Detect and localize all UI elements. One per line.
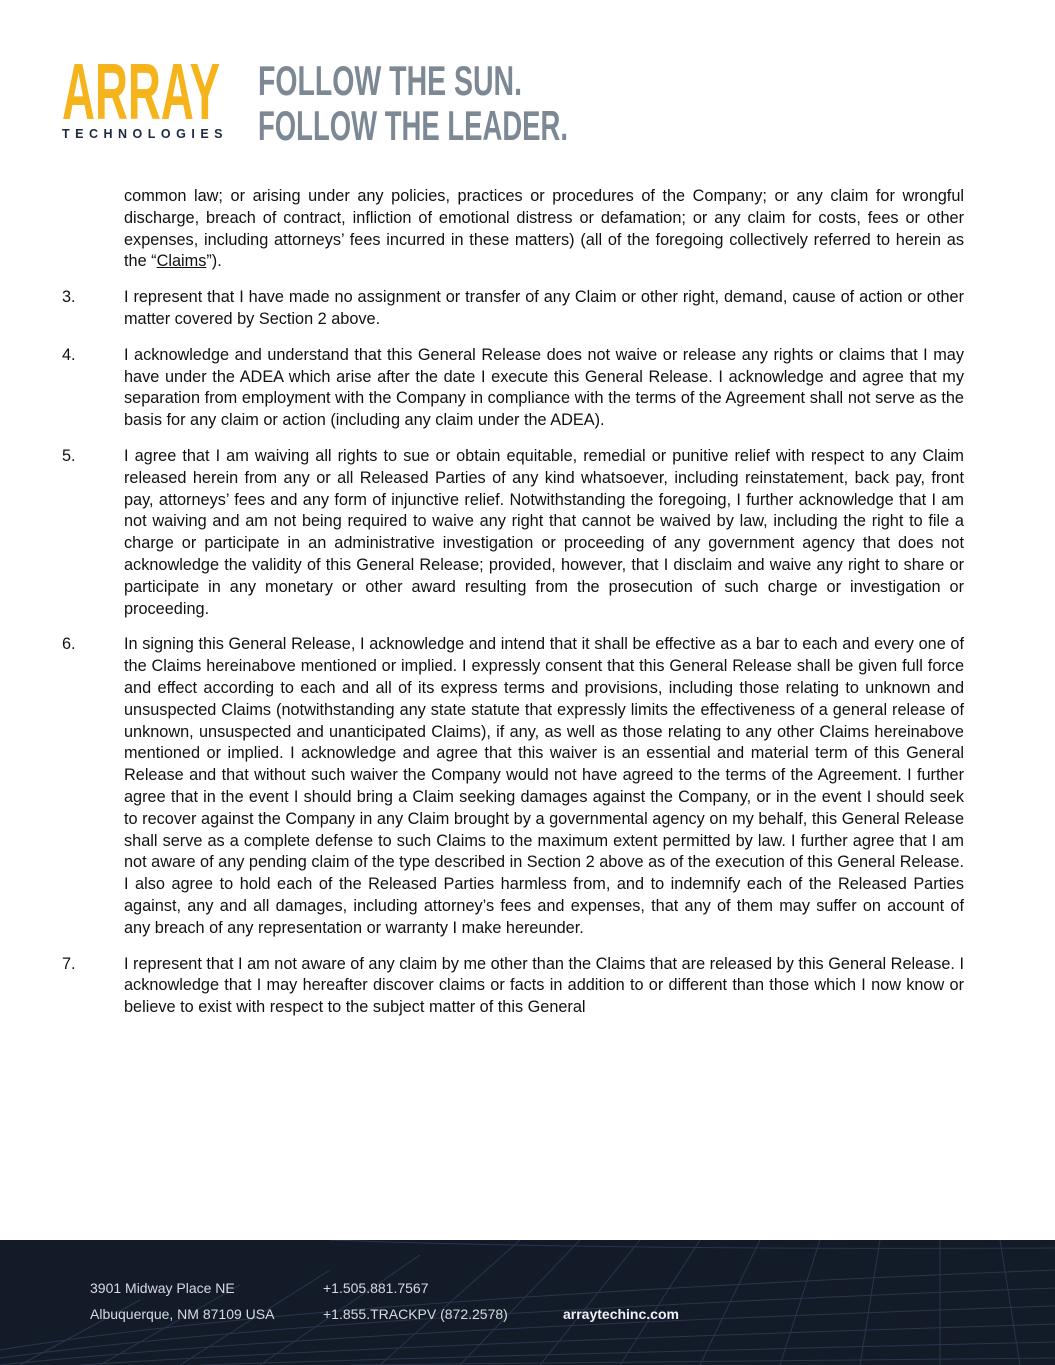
tagline	[258, 62, 588, 144]
section-number: 6.	[62, 635, 76, 654]
document-body	[62, 186, 964, 1019]
section-number: 4.	[62, 345, 76, 364]
section-number: 7.	[62, 954, 76, 973]
section-5	[62, 446, 964, 620]
section-text: I agree that I am waiving all rights to sue or obtain equitable, remedial or punitive relief with respect to any Claim released herein from any or all Released Parties of any kind whatsoever, including reinstatement, back pay, front pay, attorneys’ fees and any form of injunctive relief. Notwithstanding the foregoing, I further acknowledge that I am not waiving and am not being required to waive any right that cannot be waived by law, including the right to file a charge or participate in an administrative investigation or proceeding of any government agency that does not acknowledge the validity of this General Release; provided, however, that I disclaim and waive any right to share or participate in any monetary or other award resulting from the prosecution of such charge or investigation or proceeding.	[124, 446, 964, 618]
footer-address-line-1: 3901 Midway Place NE	[90, 1280, 235, 1296]
section-number: 5.	[62, 446, 76, 465]
footer-bar	[0, 1240, 1055, 1365]
array-logo-subtitle: TECHNOLOGIES	[62, 127, 229, 141]
array-logo	[62, 58, 222, 122]
solar-grid-graphic	[0, 1240, 1055, 1365]
section-text: I represent that I have made no assignment or transfer of any Claim or other right, demand, cause of action or other matter covered by Section 2 above.	[124, 288, 964, 328]
section-text: In signing this General Release, I acknowledge and intend that it shall be effective as a bar to each and every one of the Claims hereinabove mentioned or implied. I expressly consent that this General Release shall be given full force and effect according to each and all of its express terms and provisions, including those relating to unknown and unsuspected Claims (notwithstanding any state statute that expressly limits the effectiveness of a general release of unknown, unsuspected and unanticipated Claims), if any, as well as those relating to any other Claims hereinabove mentioned or implied. I acknowledge and agree that this waiver is an essential and material term of this General Release and that without such waiver the Company would not have agreed to the terms of the Agreement. I further agree that in the event I should bring a Claim seeking damages against the Company, or in the event I should seek to recover against the Company in any Claim brought by a governmental agency on my behalf, this General Release shall serve as a complete defense to such Claims to the maximum extent permitted by law. I further agree that I am not aware of any pending claim of the type described in Section 2 above as of the execution of this General Release. I also agree to hold each of the Released Parties harmless from, and to indemnify each of the Released Parties against, any and all damages, including attorney’s fees and expenses, that any of them may suffer on account of any breach of any representation or warranty I make hereunder.	[124, 635, 964, 937]
array-logo-text: ARRAY	[62, 58, 220, 122]
claims-defined-term: Claims	[156, 252, 207, 271]
section-text: I represent that I am not aware of any claim by me other than the Claims that are released by this General Release. I acknowledge that I may hereafter discover claims or facts in addition to or different than those which I now know or believe to exist with respect to the subject matter of this General	[124, 954, 964, 1017]
footer-website-link[interactable]: arraytechinc.com	[563, 1306, 679, 1322]
tagline-line-2: FOLLOW THE LEADER.	[258, 102, 568, 144]
section-number: 3.	[62, 288, 76, 307]
letterhead	[0, 0, 1055, 170]
section-3	[62, 287, 964, 331]
section-6	[62, 634, 964, 939]
section-4	[62, 345, 964, 432]
section-7	[62, 954, 964, 1019]
tagline-line-1: FOLLOW THE SUN.	[258, 62, 522, 104]
continued-paragraph: common law; or arising under any policies, practices or procedures of the Company; or any claim for wrongful discharge, breach of contract, infliction of emotional distress or defamation; or any claim for costs, fees or other expenses, including attorneys’ fees incurred in these matters) (all of the foregoing collectively referred to herein as the “Claims”).	[124, 187, 964, 271]
footer-phone-1: +1.505.881.7567	[323, 1280, 429, 1296]
section-text: I acknowledge and understand that this General Release does not waive or release any rights or claims that I may have under the ADEA which arise after the date I execute this General Release. I acknowledge and agree that my separation from employment with the Company in compliance with the terms of the Agreement shall not serve as the basis for any claim or action (including any claim under the ADEA).	[124, 345, 964, 430]
footer-phone-2: +1.855.TRACKPV (872.2578)	[323, 1306, 508, 1322]
footer-address-line-2: Albuquerque, NM 87109 USA	[90, 1306, 275, 1322]
